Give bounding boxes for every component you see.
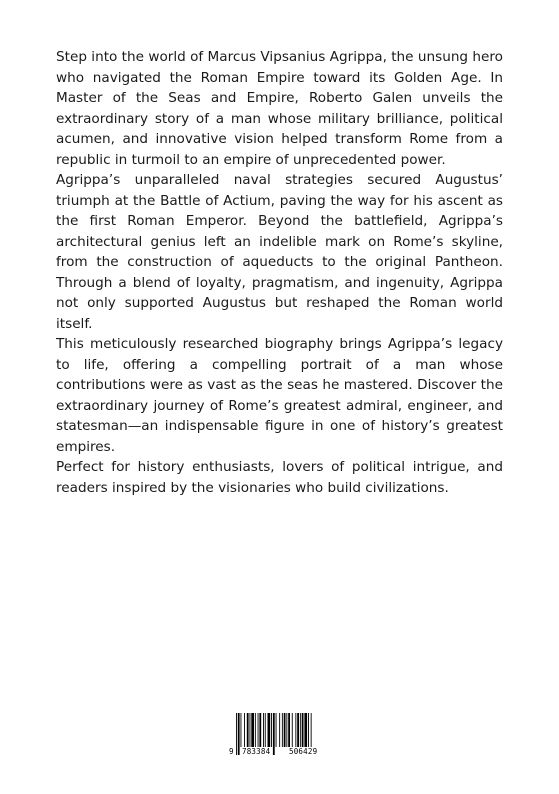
barcode-bar bbox=[258, 713, 259, 747]
barcode-bar bbox=[265, 713, 266, 747]
barcode-bar bbox=[292, 713, 293, 747]
description-paragraph-2: Agrippa’s unparalleled naval strategies secured Augustus’ triumph at the Battle of Actium, paving the way for his ascent as the first Roman Emperor. Beyond the battlefield, Agrippa’s architectural genius left an indelible mark on Rome’s skyline, from the construction of aqueducts to the original Pantheon. Through a blend of loyalty, pragmatism, and ingenuity, Agrippa not only supported Augustus but reshaped the Roman world itself. bbox=[56, 172, 503, 332]
barcode-bar bbox=[304, 713, 307, 747]
barcode-bar bbox=[295, 713, 296, 747]
barcode-bar bbox=[241, 713, 242, 747]
barcode-left-digits: 783384 bbox=[242, 747, 271, 756]
barcode-right-digits: 506429 bbox=[289, 747, 318, 756]
barcode-first-digit: 9 bbox=[229, 747, 234, 756]
barcode-bar bbox=[250, 713, 251, 747]
description-paragraph-3: This meticulously researched biography brings Agrippa’s legacy to life, offering a compelling portrait of a man whose contributions were as vast as the seas he mastered. Discover the extraordinary journey of Rome’s greatest admiral, engineer, and statesman—an indispensable figure in one of history’s greatest empires. bbox=[56, 336, 503, 455]
barcode-bar bbox=[244, 713, 245, 747]
barcode-bar bbox=[236, 713, 237, 755]
barcode-bar bbox=[297, 713, 299, 747]
barcode-bar bbox=[276, 713, 277, 747]
description-paragraph-4: Perfect for history enthusiasts, lovers of political intrigue, and readers inspired by the visionaries who build civilizations. bbox=[56, 459, 503, 496]
barcode-bar bbox=[263, 713, 264, 747]
barcode-bar bbox=[255, 713, 256, 747]
barcode-bar bbox=[273, 713, 275, 755]
barcode-bar bbox=[308, 713, 309, 747]
barcode-bar bbox=[284, 713, 286, 747]
barcode-bar bbox=[288, 713, 290, 747]
barcode-bar bbox=[259, 713, 261, 747]
barcode-bar bbox=[300, 713, 301, 747]
isbn-barcode bbox=[229, 713, 329, 761]
barcode-bar bbox=[302, 713, 304, 747]
barcode-bar bbox=[268, 713, 271, 747]
barcode-bar bbox=[251, 713, 254, 747]
barcode-bar bbox=[282, 713, 283, 747]
description-paragraph-1: Step into the world of Marcus Vipsanius Agrippa, the unsung hero who navigated the Roman Empire toward its Golden Age. In Master of the Seas and Empire, Roberto Galen unveils the extraordinary story of a man whose military brilliance, political acumen, and innovative vision helped transform Rome from a republic in turmoil to an empire of unprecedented power. bbox=[56, 49, 503, 168]
book-description bbox=[56, 47, 503, 498]
barcode-bar bbox=[238, 713, 240, 755]
barcode-bar bbox=[271, 713, 272, 747]
barcode-bar bbox=[286, 713, 287, 747]
barcode-bar bbox=[279, 713, 280, 747]
barcode-bar bbox=[247, 713, 249, 747]
